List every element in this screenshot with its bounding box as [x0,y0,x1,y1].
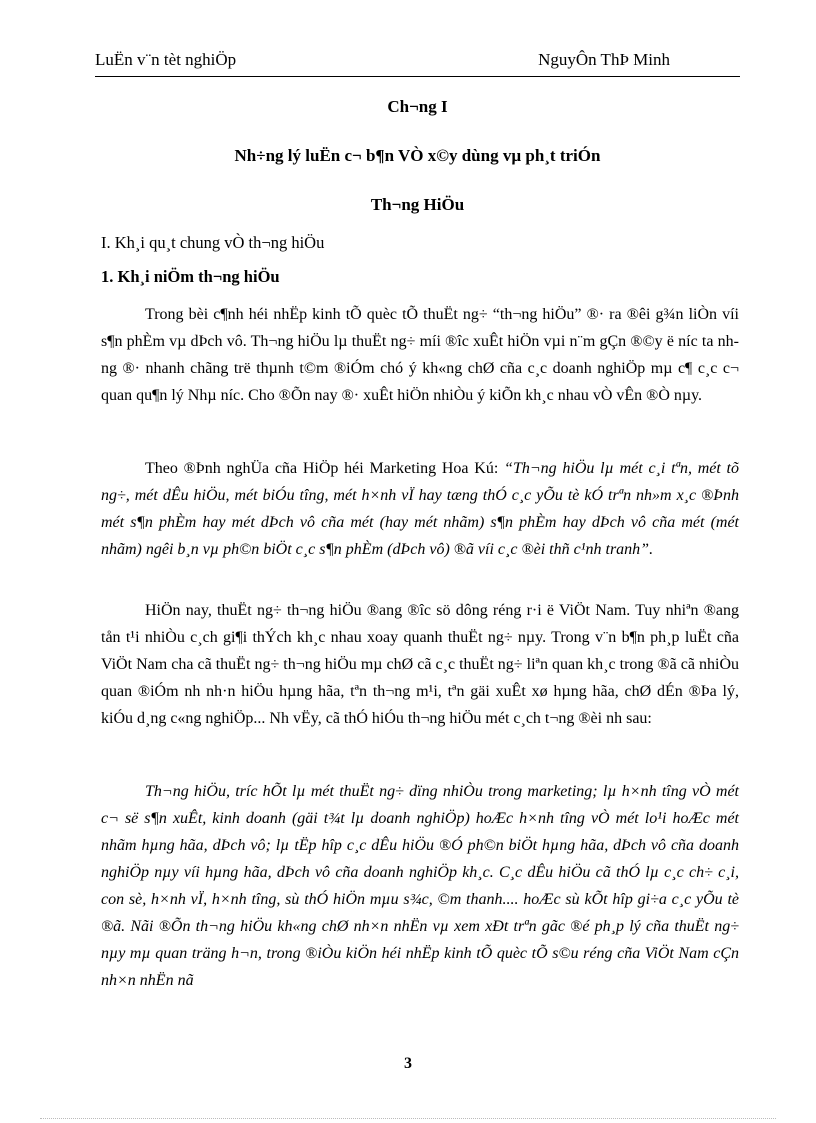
paragraph-2-quote: “Th¬ng hiÖu lµ mét c¸i tªn, mét tõ ng÷, mét dÊu hiÖu, mét biÓu tîng, mét h×nh vÏ hay tæng thÓ c¸c yÕu tè kÓ trªn nh»m x¸c ®Þnh mét s¶n phÈm hay mét dÞch vô cña mét (hay mét nhãm) s¶n phÈm hay dÞch vô cña mét (mét nhãm) ngêi b¸n vµ ph©n biÖt c¸c s¶n phÈm (dÞch vô) ®ã víi c¸c ®èi thñ c¹nh tranh”. [101,460,740,558]
paragraph-3: HiÖn nay, thuËt ng÷ th¬ng hiÖu ®ang ®îc sö dông réng r·i ë ViÖt Nam. Tuy nhiªn ®ang tån t¹i nhiÒu c¸ch gi¶i thÝch kh¸c nhau xoay quanh thuËt ng÷ nµy. Trong v¨n b¶n ph¸p luËt cña ViÖt Nam cha cã thuËt ng÷ th¬ng hiÖu mµ chØ cã c¸c thuËt ng÷ liªn quan kh¸c trong ®ã cã nhiÒu quan ®iÓm nh nh·n hiÖu hµng hãa, tªn th¬ng m¹i, tªn gäi xuÊt xø hµng hãa, chØ dÉn ®Þa lý, kiÓu d¸ng c«ng nghiÖp... Nh vËy, cã thÓ hiÓu th¬ng hiÖu mét c¸ch t¬ng ®èi nh sau: [101,602,739,727]
header-rule [95,76,740,77]
paragraph-1: Trong bèi c¶nh héi nhËp kinh tÕ quèc tÕ thuËt ng÷ “th¬ng hiÖu” ®· ra ®êi g¾n liÒn víi s¶n phÈm vµ dÞch vô. Th¬ng hiÖu lµ thuËt ng÷ míi ®îc xuÊt hiÖn vµi n¨m gÇn ®©y ë níc ta nhng ®· nhanh chãng trë thµnh t©m ®iÓm chó ý kh«ng chØ cña c¸c doanh nghiÖp mµ c¶ c¸c c¬ quan qu¶n lý Nhµ níc. Cho ®Õn nay ®· xuÊt hiÖn nhiÒu ý kiÕn kh¸c nhau vÒ vÊn ®Ò nµy. [101,306,739,404]
paragraph-2 [101,455,739,563]
paragraph-2-lead: Theo ®Þnh nghÜa cña HiÖp héi Marketing Hoa Kú: [145,460,499,477]
running-header [95,50,740,72]
section-heading: I. Kh¸i qu¸t chung vÒ th¬ng hiÖu [101,233,325,252]
chapter-heading-line-2: Th¬ng HiÖu [370,195,465,214]
header-author: NguyÔn ThÞ Minh [538,50,670,69]
paragraph-4: Th¬ng hiÖu, tríc hÕt lµ mét thuËt ng÷ dïng nhiÒu trong marketing; lµ h×nh tîng vÒ mét c¬ së s¶n xuÊt, kinh doanh (gäi t¾t lµ doanh nghiÖp) hoÆc h×nh tîng vÒ mét lo¹i hoÆc mét nhãm hµng hãa, dÞch vô; lµ tËp hîp c¸c dÊu hiÖu ®Ó ph©n biÖt hµng hãa, dÞch vô cña doanh nghiÖp nµy víi hµng hãa, dÞch vô cña doanh nghiÖp kh¸c. C¸c dÊu hiÖu cã thÓ lµ c¸c ch÷ c¸i, con sè, h×nh vÏ, h×nh tîng, sù thÓ hiÖn mµu s¾c, ©m thanh.... hoÆc sù kÕt hîp gi÷a c¸c yÕu tè ®ã. Nãi ®Õn th¬ng hiÖu kh«ng chØ nh×n nhËn vµ xem xÐt trªn gãc ®é ph¸p lý cña thuËt ng÷ nµy mµ quan träng h¬n, trong ®iÒu kiÖn héi nhËp kinh tÕ quèc tÕ s©u réng cña ViÖt Nam cÇn nh×n nhËn nã [101,783,739,989]
subsection-heading: 1. Kh¸i niÖm th¬ng hiÖu [101,267,280,286]
chapter-heading-line-1: Nh÷ng lý luËn c¬ b¶n VÒ x©y dùng vµ ph¸t triÓn [234,146,601,165]
page-number: 3 [404,1055,412,1072]
page-break-line [40,1118,776,1119]
chapter-title: Ch¬ng I [387,97,448,116]
header-thesis-title: LuËn v¨n tèt nghiÖp [95,50,237,69]
